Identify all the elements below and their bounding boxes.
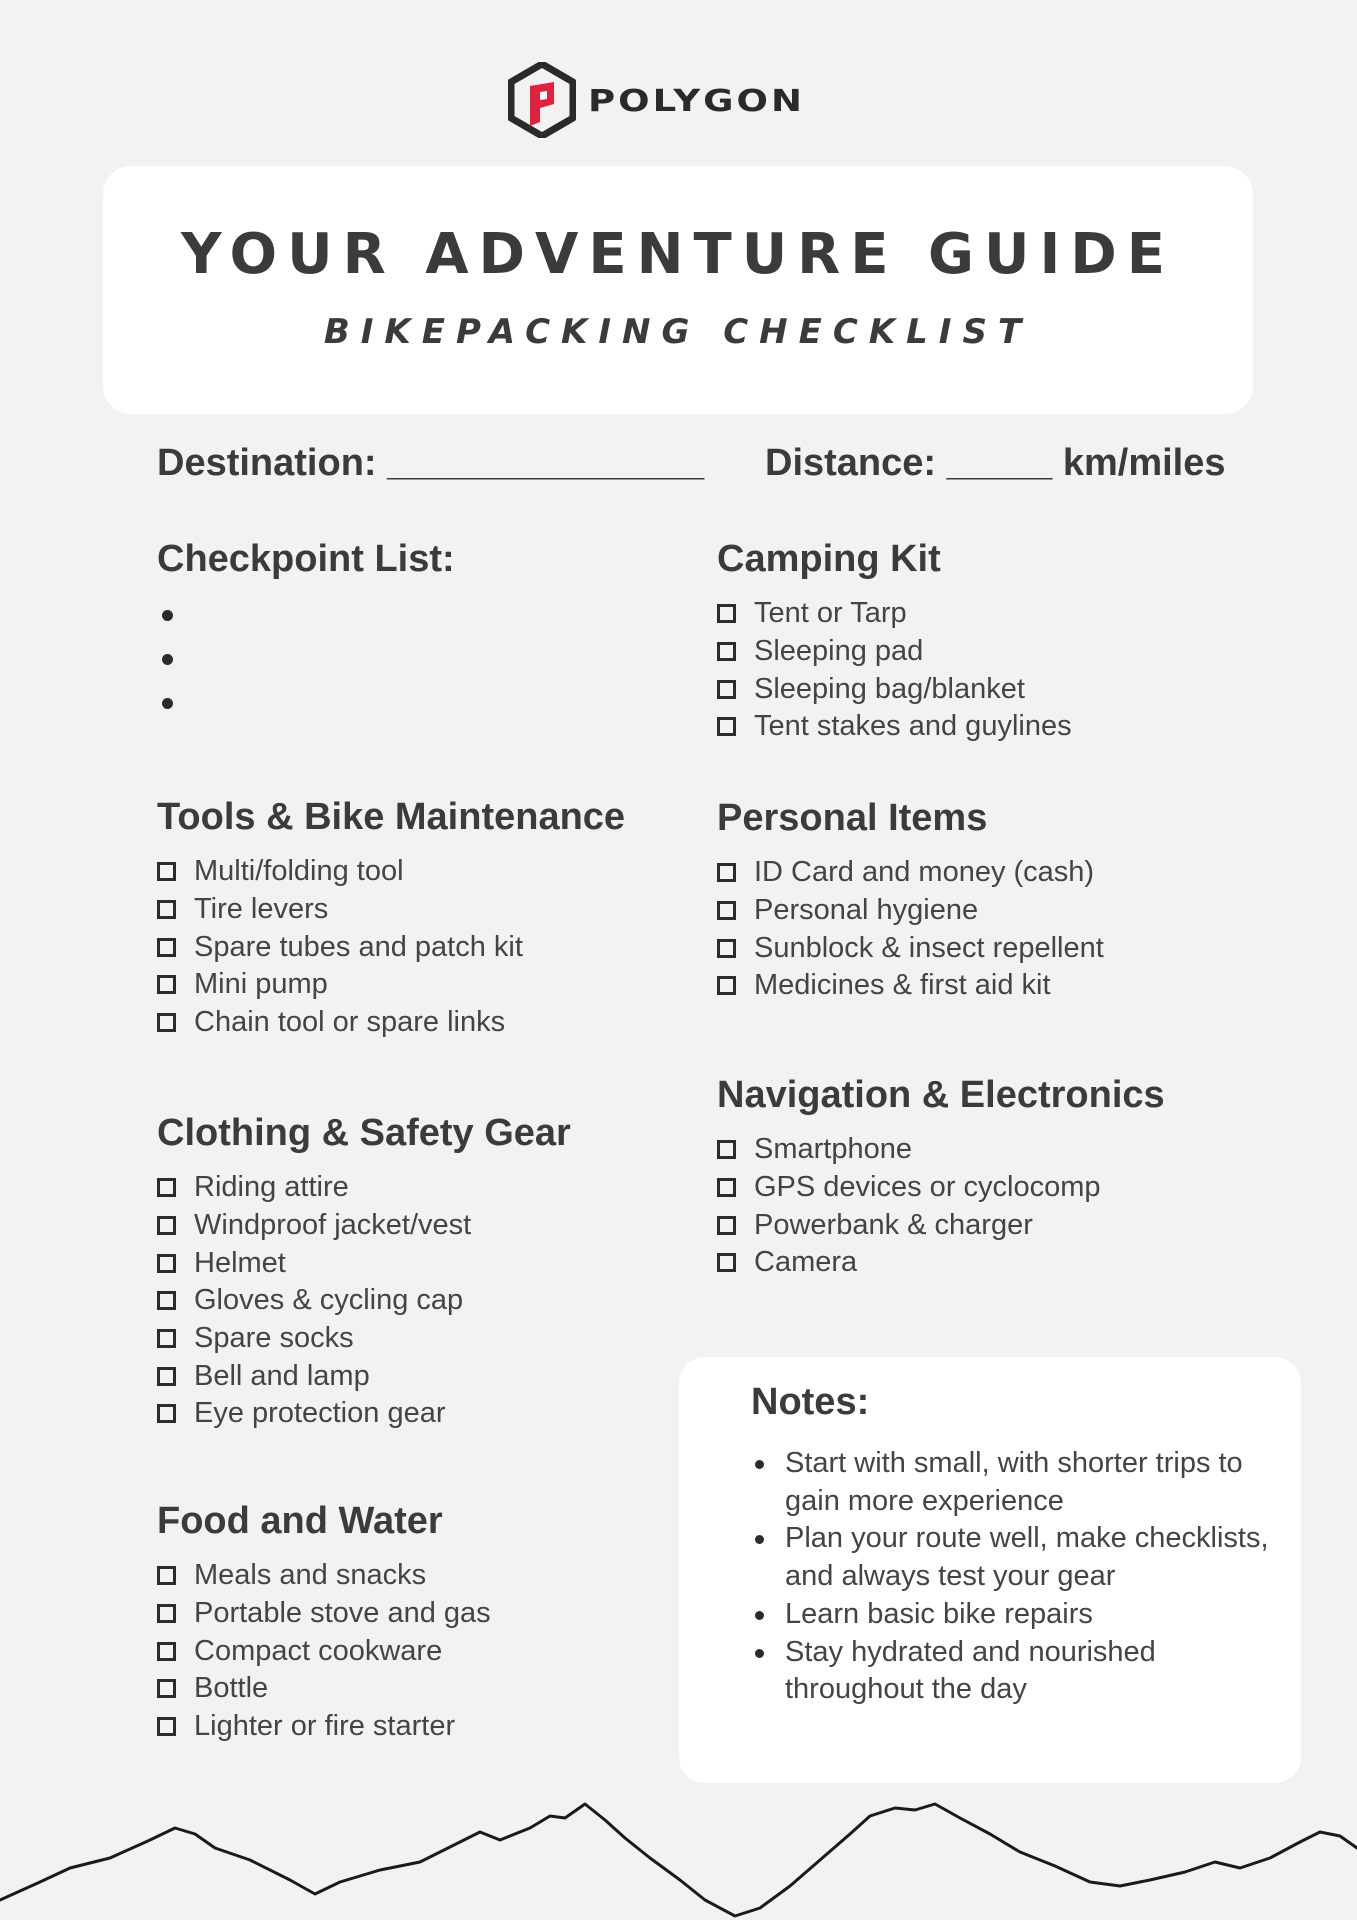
item-label: Helmet xyxy=(194,1246,286,1279)
item-label: Windproof jacket/vest xyxy=(194,1209,472,1242)
notes-card xyxy=(679,1357,1301,1783)
item-label: Powerbank & charger xyxy=(754,1208,1033,1241)
food-heading: Food and Water xyxy=(157,1500,443,1542)
checkbox-icon[interactable] xyxy=(157,975,176,994)
note-item: Learn basic bike repairs xyxy=(753,1596,1273,1634)
checkpoint-item[interactable] xyxy=(157,637,455,681)
item-label: Tire levers xyxy=(194,893,329,926)
item-label: Tent stakes and guylines xyxy=(754,710,1072,743)
item-label: Medicines & first aid kit xyxy=(754,969,1051,1002)
item-label: Meals and snacks xyxy=(194,1559,427,1592)
personal-heading: Personal Items xyxy=(717,797,988,839)
note-item: Start with small, with shorter trips to gain more experience xyxy=(753,1445,1273,1520)
checklist-item[interactable] xyxy=(157,891,625,929)
checkpoint-item[interactable] xyxy=(157,593,455,637)
item-label: Sunblock & insect repellent xyxy=(754,931,1104,964)
navigation-section xyxy=(717,1074,1165,1282)
checklist-item[interactable] xyxy=(717,1169,1165,1207)
item-label: Personal hygiene xyxy=(754,894,979,927)
checkbox-icon[interactable] xyxy=(717,1253,736,1272)
checkbox-icon[interactable] xyxy=(157,938,176,957)
checklist-item[interactable] xyxy=(157,1320,571,1358)
item-label: Compact cookware xyxy=(194,1634,443,1667)
checklist-item[interactable] xyxy=(717,892,1104,930)
checklist-item[interactable] xyxy=(157,1395,571,1433)
item-label: Lighter or fire starter xyxy=(194,1710,456,1743)
checklist-item[interactable] xyxy=(157,1708,491,1746)
item-label: Bottle xyxy=(194,1672,269,1705)
checkbox-icon[interactable] xyxy=(717,604,736,623)
checkbox-icon[interactable] xyxy=(157,1216,176,1235)
item-label: Multi/folding tool xyxy=(194,855,404,888)
item-label: Sleeping bag/blanket xyxy=(754,672,1025,705)
item-label: Eye protection gear xyxy=(194,1397,446,1430)
checkbox-icon[interactable] xyxy=(717,863,736,882)
item-label: Bell and lamp xyxy=(194,1359,370,1392)
food-section xyxy=(157,1500,491,1745)
bullet-icon xyxy=(162,698,173,709)
camping-heading: Camping Kit xyxy=(717,538,941,580)
note-item: Plan your route well, make checklists, and always test your gear xyxy=(753,1520,1273,1595)
destination-field[interactable]: Destination: _______________ xyxy=(157,442,705,484)
item-label: Spare tubes and patch kit xyxy=(194,930,523,963)
checklist-item[interactable] xyxy=(717,967,1104,1005)
checklist-item[interactable] xyxy=(157,853,625,891)
checkpoint-bullets xyxy=(157,593,455,725)
brand-name: POLYGON xyxy=(588,82,805,118)
title-card xyxy=(103,166,1253,414)
checkbox-icon[interactable] xyxy=(717,1140,736,1159)
tools-heading: Tools & Bike Maintenance xyxy=(157,796,626,838)
checklist-item[interactable] xyxy=(717,929,1104,967)
item-label: GPS devices or cyclocomp xyxy=(754,1171,1101,1204)
item-label: Tent or Tarp xyxy=(754,597,907,630)
checkbox-icon[interactable] xyxy=(157,1679,176,1698)
checklist-item[interactable] xyxy=(717,854,1104,892)
item-label: Sleeping pad xyxy=(754,635,924,668)
checklist-item[interactable] xyxy=(717,1206,1165,1244)
checklist-item[interactable] xyxy=(157,966,625,1004)
food-checklist xyxy=(157,1557,491,1745)
checklist-item[interactable] xyxy=(717,595,1072,633)
checkbox-icon[interactable] xyxy=(157,1291,176,1310)
checklist-item[interactable] xyxy=(717,1244,1165,1282)
mountain-outline-icon xyxy=(0,1770,1357,1920)
distance-field[interactable]: Distance: _____ km/miles xyxy=(765,442,1226,484)
checklist-item[interactable] xyxy=(157,1207,571,1245)
camping-checklist xyxy=(717,595,1072,746)
checkbox-icon[interactable] xyxy=(157,1604,176,1623)
page-title: YOUR ADVENTURE GUIDE xyxy=(180,222,1176,287)
tools-section xyxy=(157,796,625,1041)
tools-checklist xyxy=(157,853,625,1041)
item-label: Portable stove and gas xyxy=(194,1597,491,1630)
brand-logo xyxy=(508,60,805,140)
checkbox-icon[interactable] xyxy=(157,1329,176,1348)
checkbox-icon[interactable] xyxy=(717,680,736,699)
clothing-heading: Clothing & Safety Gear xyxy=(157,1112,571,1154)
checkbox-icon[interactable] xyxy=(157,1013,176,1032)
polygon-logo-icon xyxy=(508,62,576,138)
item-label: Chain tool or spare links xyxy=(194,1006,506,1039)
bullet-icon xyxy=(162,654,173,665)
item-label: Mini pump xyxy=(194,968,328,1001)
checklist-item[interactable] xyxy=(157,1632,491,1670)
checklist-item[interactable] xyxy=(157,1357,571,1395)
bullet-icon xyxy=(162,610,173,621)
checklist-item[interactable] xyxy=(157,1244,571,1282)
checkbox-icon[interactable] xyxy=(717,901,736,920)
item-label: Smartphone xyxy=(754,1133,912,1166)
checkbox-icon[interactable] xyxy=(157,1717,176,1736)
checkbox-icon[interactable] xyxy=(717,1216,736,1235)
checkpoint-section xyxy=(157,538,455,725)
checkbox-icon[interactable] xyxy=(157,1367,176,1386)
personal-checklist xyxy=(717,854,1104,1005)
clothing-checklist xyxy=(157,1169,571,1433)
checklist-item[interactable] xyxy=(157,1169,571,1207)
checkbox-icon[interactable] xyxy=(717,1178,736,1197)
checklist-item[interactable] xyxy=(717,633,1072,671)
checkbox-icon[interactable] xyxy=(157,862,176,881)
checklist-item[interactable] xyxy=(157,1670,491,1708)
item-label: Spare socks xyxy=(194,1322,354,1355)
checkbox-icon[interactable] xyxy=(717,976,736,995)
checkbox-icon[interactable] xyxy=(717,717,736,736)
checklist-item[interactable] xyxy=(157,1595,491,1633)
camping-section xyxy=(717,538,1072,746)
checkbox-icon[interactable] xyxy=(157,1254,176,1273)
checklist-item[interactable] xyxy=(717,1131,1165,1169)
notes-list xyxy=(753,1445,1273,1709)
item-label: Gloves & cycling cap xyxy=(194,1284,464,1317)
checkbox-icon[interactable] xyxy=(157,1178,176,1197)
page-subtitle: BIKEPACKING CHECKLIST xyxy=(323,312,1033,352)
checkbox-icon[interactable] xyxy=(717,939,736,958)
note-item: Stay hydrated and nourished throughout the day xyxy=(753,1634,1273,1709)
navigation-heading: Navigation & Electronics xyxy=(717,1074,1165,1116)
checkpoint-heading: Checkpoint List: xyxy=(157,538,455,580)
checklist-item[interactable] xyxy=(157,928,625,966)
item-label: Camera xyxy=(754,1246,858,1279)
checklist-item[interactable] xyxy=(717,670,1072,708)
notes-heading: Notes: xyxy=(751,1381,870,1423)
checkbox-icon[interactable] xyxy=(717,642,736,661)
checkbox-icon[interactable] xyxy=(157,900,176,919)
personal-section xyxy=(717,797,1104,1005)
checkbox-icon[interactable] xyxy=(157,1642,176,1661)
clothing-section xyxy=(157,1112,571,1433)
navigation-checklist xyxy=(717,1131,1165,1282)
checklist-item[interactable] xyxy=(157,1557,491,1595)
checklist-item[interactable] xyxy=(157,1282,571,1320)
checkpoint-item[interactable] xyxy=(157,681,455,725)
item-label: Riding attire xyxy=(194,1171,349,1204)
item-label: ID Card and money (cash) xyxy=(754,856,1095,889)
checkbox-icon[interactable] xyxy=(157,1404,176,1423)
checkbox-icon[interactable] xyxy=(157,1566,176,1585)
checklist-item[interactable] xyxy=(157,1004,625,1042)
checklist-item[interactable] xyxy=(717,708,1072,746)
